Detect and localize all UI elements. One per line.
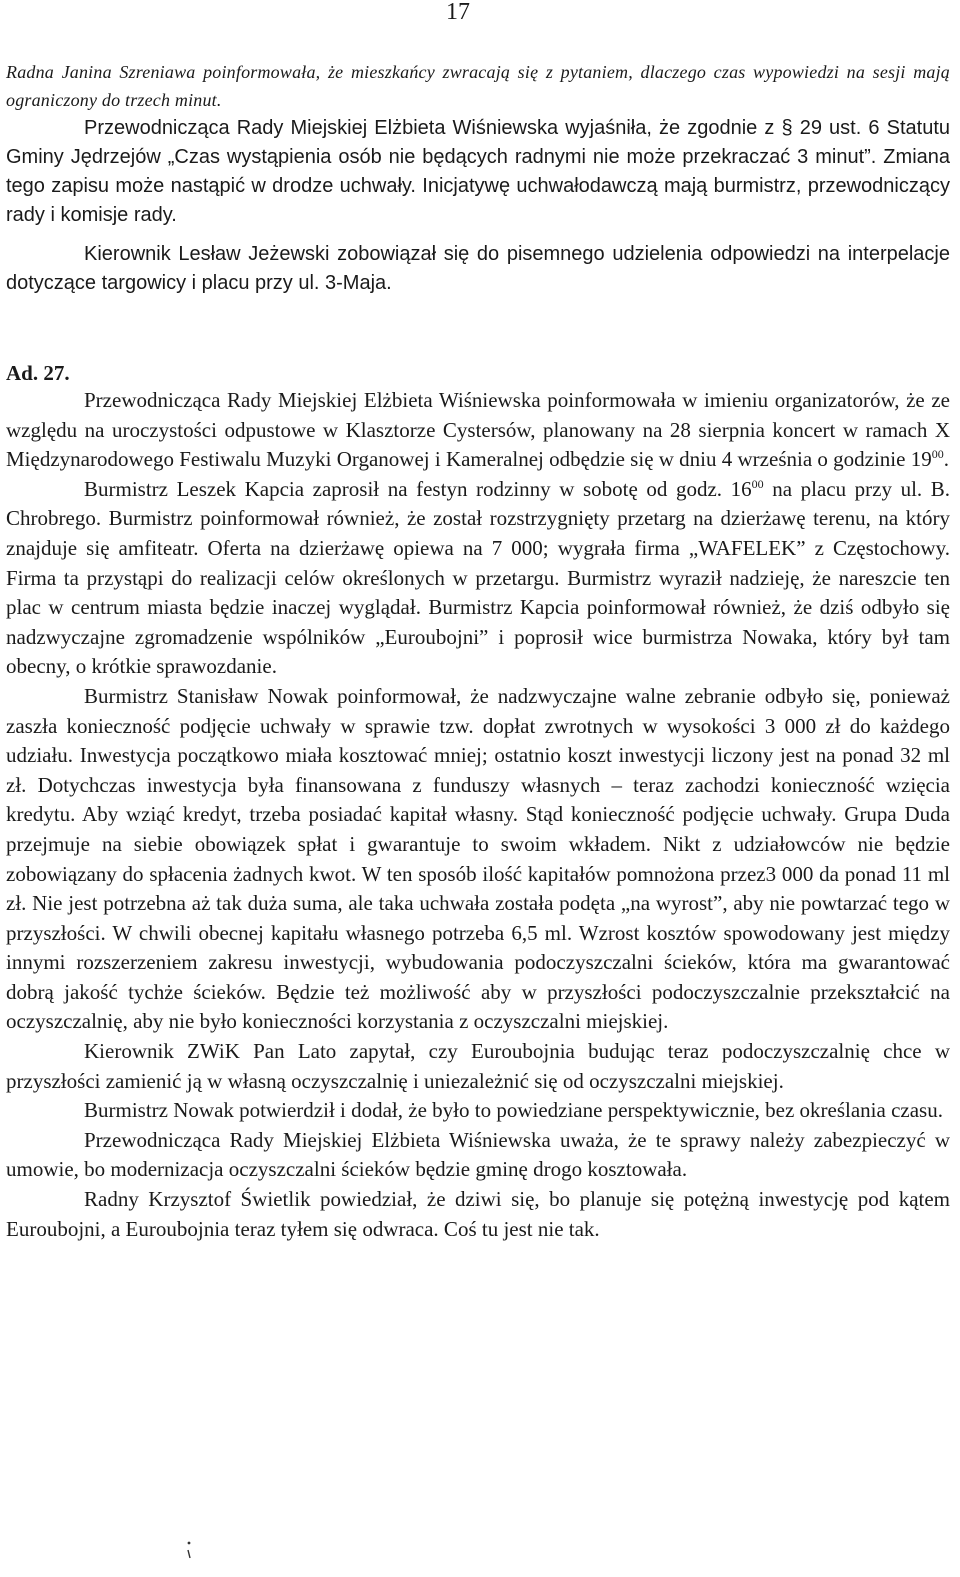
paragraph-chairwoman-agreement: Przewodnicząca Rady Miejskiej Elżbieta Wiśniewska uważa, że te sprawy należy zabezpieczyć w umowie, bo modernizacja oczyszczalni ścieków będzie gminę drogo kosztowała.: [6, 1127, 950, 1182]
paragraph-lato-question: Kierownik ZWiK Pan Lato zapytał, czy Euroubojnia budując teraz podoczyszczalnię chce w przyszłości zamienić ją w własną oczyszczalnię i uniezależnić się od oczyszczalni miejskiej.: [6, 1039, 950, 1093]
paragraph-jezewski-response: Kierownik Lesław Jeżewski zobowiązał się do pisemnego udzielenia odpowiedzi na interpelacje dotyczące targowicy i placu przy ul. 3-Maja.: [6, 243, 950, 294]
paragraph-nowak-confirmation: Burmistrz Nowak potwierdził i dodał, że było to powiedziane perspektywicznie, bez określania czasu.: [84, 1098, 943, 1123]
document-body: [6, 58, 950, 1244]
paragraph-chairwoman-explanation: Przewodnicząca Rady Miejskiej Elżbieta Wiśniewska wyjaśniła, że zgodnie z § 29 ust. 6 Statutu Gminy Jędrzejów „Czas wystąpienia osób nie będących radnymi nie może przekraczać 3 minut”. Zmiana tego zapisu może nastąpić w drodze uchwały. Inicjatywę uchwałodawczą mają burmistrz, przewodniczący rady i komisje rady.: [6, 117, 950, 226]
spacer: [6, 230, 950, 240]
paragraph-kapcia-festyn: [6, 475, 950, 682]
time-superscript: 00: [751, 476, 764, 491]
scan-artifact-mark: [186, 1540, 192, 1560]
concert-text: Przewodnicząca Rady Miejskiej Elżbieta Wiśniewska poinformowała w imieniu organizatorów, że ze względu na uroczystości odpustowe w Klasztorze Cystersów, planowany na 28 sierpnia koncert w ramach X Międzynarodowego Festiwalu Muzyki Organowej i Kameralnej odbędzie się w dniu 4 września o godzinie 19: [6, 388, 950, 472]
spacer: [6, 298, 950, 360]
paragraph-swietlik-comment: Radny Krzysztof Świetlik powiedział, że dziwi się, bo planuje się potężną inwestycję pod kątem Euroubojni, a Euroubojnia teraz tyłem się odwraca. Coś tu jest nie tak.: [6, 1187, 950, 1241]
time-superscript: 00: [931, 447, 944, 462]
italic-note-question: Radna Janina Szreniawa poinformowała, że mieszkańcy zwracają się z pytaniem, dlaczego czas wypowiedzi na sesji mają ograniczony do trzech minut.: [6, 62, 950, 110]
paragraph-nowak-report: Burmistrz Stanisław Nowak poinformował, że nadzwyczajne walne zebranie odbyło się, ponieważ zaszła konieczność podjęcie uchwały w sprawie tzw. dopłat zwrotnych w wysokości 3 000 zł do każdego udziału. Inwestycja początkowo miała kosztować mniej; ostatnio koszt inwestycji liczony jest na ponad 32 ml zł. Dotychczas inwestycja była finansowana z funduszy własnych – teraz zachodzi konieczność wzięcia kredytu. Aby wziąć kredyt, trzeba posiadać kapitał własny. Stąd konieczność podjęcie uchwały. Grupa Duda przejmuje na siebie obowiązek spłat i gwarantuje to swoim wkładem. Nikt z udziałowców nie będzie zobowiązany do spłacenia żadnych kwot. W ten sposób ilość kapitałów pomnożona przez3 000 da ponad 11 ml zł. Nie jest potrzebna aż tak duża suma, ale taka uchwała została podęta „na wyrost”, aby nie powtarzać tego w przyszłości. W chwili obecnej kapitału własnego potrzeba 6,5 ml. Wzrost kosztów spowodowany jest między innymi rozszerzeniem zakresu inwestycji, wybudowania podoczyszczalni ścieków, która ma gwarantować dobrą jakość tychże ścieków. Będzie też możliwość aby w przyszłości podoczyszczalnie przekształcić na oczyszczalnię, aby nie było konieczności korzystania z oczyszczalni miejskiej.: [6, 683, 950, 1034]
festyn-text-start: Burmistrz Leszek Kapcia zaprosił na festyn rodzinny w sobotę od godz. 16: [84, 476, 752, 501]
page-number: 17: [446, 0, 470, 25]
section-heading: Ad. 27.: [6, 361, 70, 385]
festyn-text-rest: na placu przy ul. B. Chrobrego. Burmistrz poinformował również, że został rozstrzygnięty przetarg na dzierżawę terenu, na który znajduje się amfiteatr. Oferta na dzierżawę opiewa na 7 000; wygrała firma „WAFELEK” z Częstochowy. Firma ta przystąpi do realizacji celów określonych w przetargu. Burmistrz wyraził nadzieję, że nareszcie ten plac w centrum miasta będzie inaczej wyglądał. Burmistrz Kapcia poinformował również, że dziś odbyło się nadzwyczajne zgromadzenie wspólników „Euroubojni” i poprosił wice burmistrza Nowaka, który był tam obecny, o krótkie sprawozdanie.: [6, 476, 950, 679]
concert-end: .: [943, 447, 949, 472]
paragraph-concert-announcement: [6, 386, 950, 475]
